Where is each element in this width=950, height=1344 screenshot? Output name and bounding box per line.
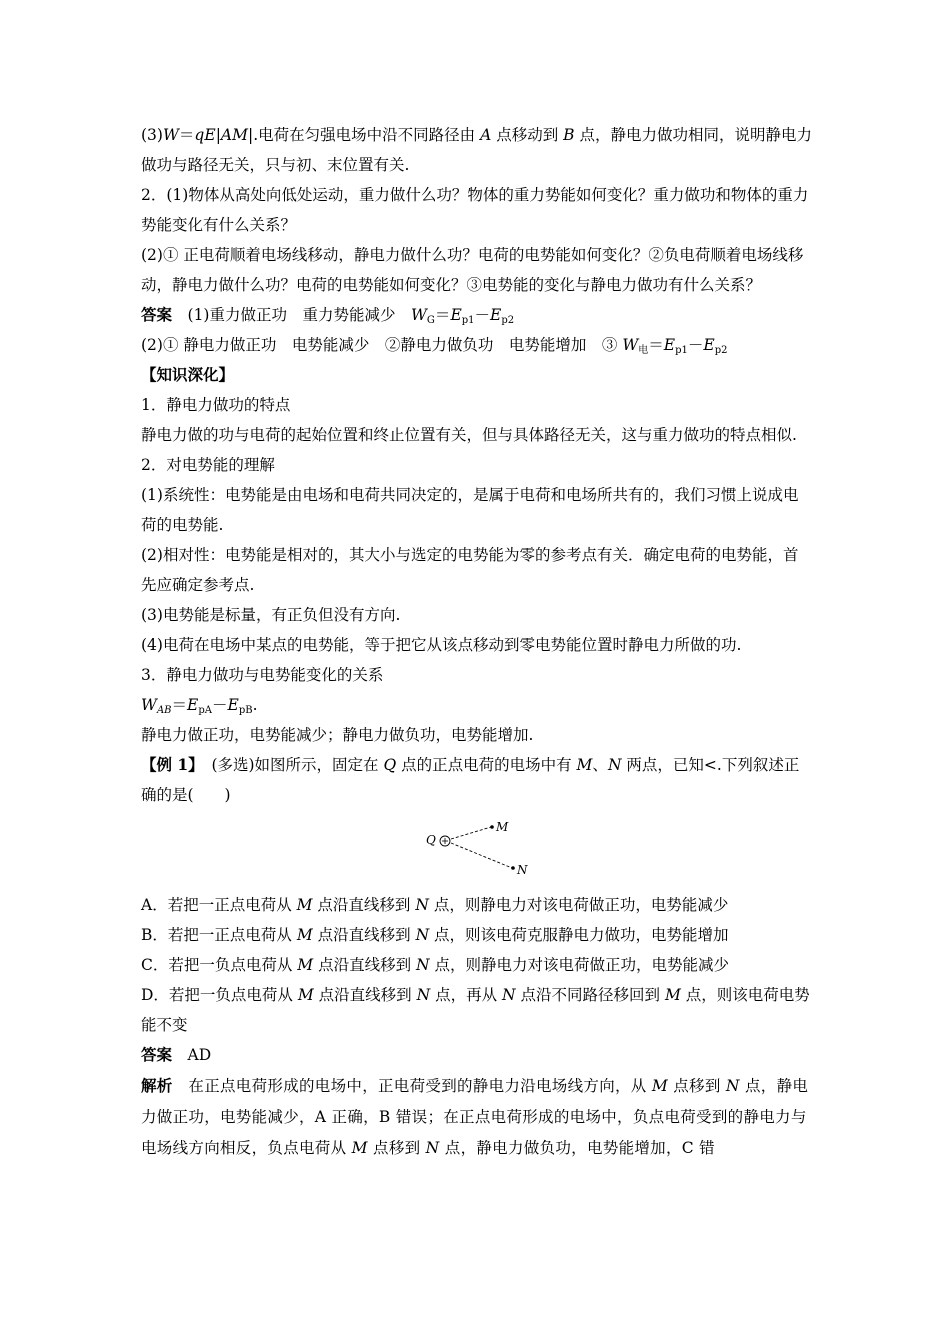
analysis-label: 解析 [141,1076,173,1095]
section-title: 【知识深化】 [141,365,235,384]
answer-1: 答案 (1)重力做正功 重力势能减少 $W_G=E_{p1}-E_{p2}$ [141,305,515,326]
answer-label: 答案 [141,305,173,324]
knowledge-1-title: 1．静电力做功的特点 [141,396,291,414]
option-a: A．若把一正点电荷从 M 点沿直线移到 N 点，则静电力对该电荷做正功，电势能减少 [141,896,729,914]
question-2-part-2: (2)① 正电荷顺着电场线移动，静电力做什么功？电荷的电势能如何变化？②负电荷顺着电场线移动，静电力做什么功？电荷的电势能如何变化？③电势能的变化与静电力做功有什么关系？ [141,246,804,294]
label-q: Q [426,833,436,847]
answer-3: 答案 AD [141,1045,212,1064]
knowledge-3-formula: $W_{AB}=E_{pA}-E_{pB}$. [141,696,258,716]
option-d: D．若把一负点电荷从 M 点沿直线移到 N 点，再从 N 点沿不同路径移回到 M 点，则该电荷电势能不变 [141,986,810,1034]
label-n: N [517,863,528,877]
knowledge-2-item-3: (3)电势能是标量，有正负但没有方向. [141,606,401,624]
document-page [141,120,813,1164]
point-n [511,866,515,870]
knowledge-2-item-2: (2)相对性：电势能是相对的，其大小与选定的电势能为零的参考点有关．确定电荷的电势能，首先应确定参考点. [141,546,799,594]
option-b: B．若把一正点电荷从 M 点沿直线移到 N 点，则该电荷克服静电力做功，电势能增加 [141,926,729,944]
knowledge-3-title: 3．静电力做功与电势能变化的关系 [141,666,384,684]
knowledge-1-body: 静电力做的功与电荷的起始位置和终止位置有关，但与具体路径无关，这与重力做功的特点相似. [141,426,797,444]
point-m [490,825,494,829]
charge-diagram [426,814,536,880]
knowledge-2-title: 2．对电势能的理解 [141,456,275,474]
knowledge-3-body: 静电力做正功，电势能减少；静电力做负功，电势能增加. [141,726,534,744]
option-c: C．若把一负点电荷从 M 点沿直线移到 N 点，则静电力对该电荷做正功，电势能减少 [141,956,730,974]
knowledge-2-item-1: (1)系统性：电势能是由电场和电荷共同决定的，是属于电荷和电场所共有的，我们习惯上说成电荷的电势能. [141,486,799,534]
example-1-question: 【例 1】 (多选)如图所示，固定在 Q 点的正点电荷的电场中有 M、N 两点，已知<.下列叙述正确的是( ) [141,755,800,804]
field-figure [141,814,813,884]
line-q-to-m [451,827,491,839]
example-label: 【例 1】 [141,755,196,774]
analysis: 解析 在正点电荷形成的电场中，正电荷受到的静电力沿电场线方向，从 M 点移到 N 点，静电力做正功，电势能减少，A 正确，B 错误；在正点电荷形成的电场中，负点电荷受到的静电力与电场线方向相反，负点电荷从 M 点移到 N 点，静电力做负功，电势能增加，C 错 [141,1076,809,1157]
paragraph-work-path: (3)W＝qE|AM|.电荷在匀强电场中沿不同路径由 A 点移动到 B 点，静电力做功相同，说明静电力做功与路径无关，只与初、末位置有关. [141,126,812,174]
answer-label: 答案 [141,1045,173,1064]
knowledge-2-item-4: (4)电荷在电场中某点的电势能，等于把它从该点移动到零电势能位置时静电力所做的功. [141,636,742,654]
answer-2: (2)① 静电力做正功 电势能减少 ②静电力做负功 电势能增加 ③ $W_电=E_{p1}-E_{p2}$ [141,336,728,356]
line-q-to-n [451,843,512,868]
label-m: M [496,820,509,834]
question-2-part-1: 2．(1)物体从高处向低处运动，重力做什么功？物体的重力势能如何变化？重力做功和物体的重力势能变化有什么关系？ [141,186,809,234]
